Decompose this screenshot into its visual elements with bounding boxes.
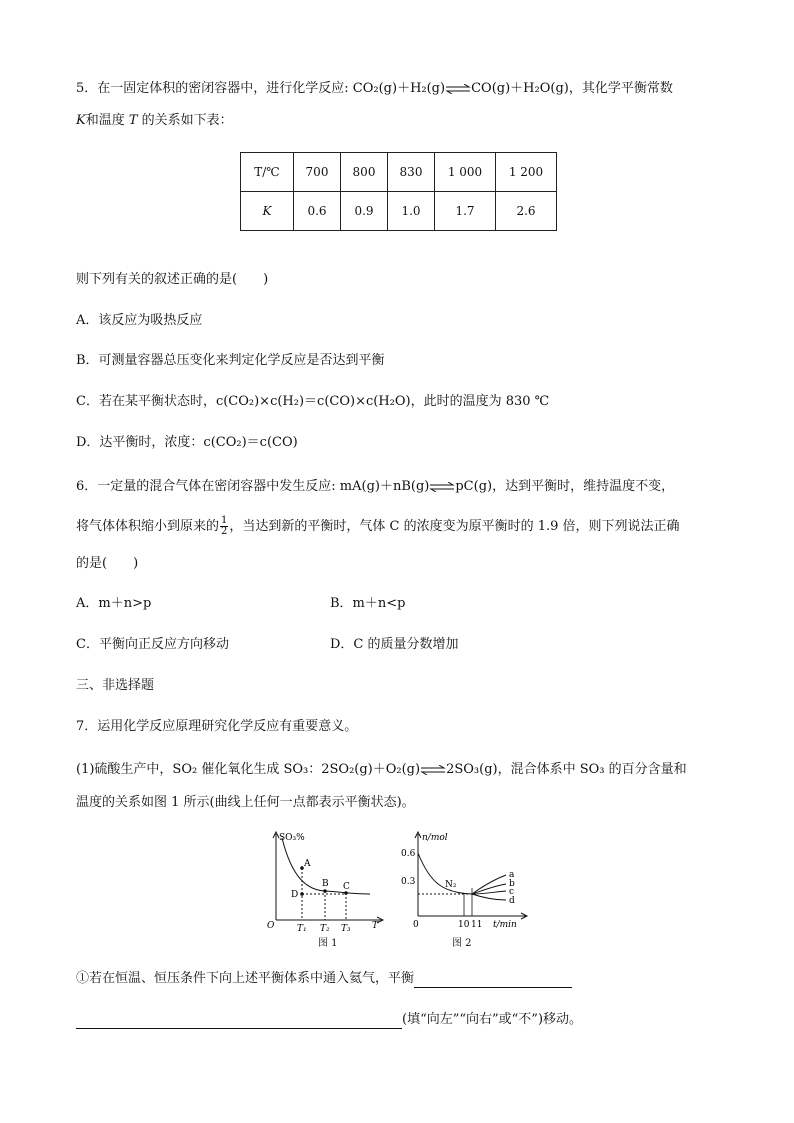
q5-option-c: C．若在某平衡状态时，c(CO₂)×c(H₂)＝c(CO)×c(H₂O)，此时的温度为 830 ℃	[76, 394, 550, 409]
q5-products: CO(g)＋H₂O(g)，其化学平衡常数	[471, 81, 673, 96]
figure-2-caption: 图 2	[452, 938, 472, 949]
equilibrium-arrow-icon	[445, 84, 471, 94]
q5-stem-end: 的关系如下表：	[137, 113, 233, 128]
table-header-k: K	[241, 192, 294, 231]
answer-blank[interactable]	[414, 973, 572, 988]
q6-products: pC(g)，达到平衡时，维持温度不变，	[455, 479, 675, 494]
table-row-k	[241, 192, 557, 231]
q6-option-a: A．m＋n>p	[76, 596, 152, 611]
q7-sub1-line2	[76, 1011, 582, 1029]
label-a: A	[304, 859, 311, 869]
fig2-xtick-11: 11	[471, 920, 483, 930]
q7-sub1-text: ①若在恒温、恒压条件下向上述平衡体系中通入氦气，平衡	[76, 971, 415, 986]
equilibrium-arrow-icon	[420, 765, 446, 775]
table-cell: 1 200	[496, 153, 557, 192]
equilibrium-arrow-icon	[429, 482, 455, 492]
table-cell: 0.6	[294, 192, 341, 231]
tick-t3: T₃	[341, 924, 351, 933]
figure-1-graph	[262, 828, 387, 933]
q6-reactants: 6．一定量的混合气体在密闭容器中发生反应: mA(g)＋nB(g)	[76, 479, 430, 494]
table-row-temperature	[241, 153, 557, 192]
q5-k-symbol: K	[76, 113, 86, 128]
fraction-one-half	[220, 516, 228, 537]
q7-p1-line1	[76, 761, 687, 779]
section-title: 三、非选择题	[76, 678, 155, 693]
k-temperature-table	[240, 152, 557, 231]
q7-sub1-line1	[76, 970, 572, 988]
q6-option-d: D．C 的质量分数增加	[330, 637, 459, 652]
fig1-origin: O	[267, 921, 275, 931]
q5-stem-line2	[76, 112, 233, 130]
q6-option-b: B．m＋n<p	[330, 596, 406, 611]
table-cell: 830	[388, 153, 435, 192]
q7-sub1-hint: (填“向左”“向右”或“不”)移动。	[402, 1012, 583, 1027]
q7-reactants: (1)硫酸生产中，SO₂ 催化氧化生成 SO₃：2SO₂(g)＋O₂(g)	[76, 762, 421, 777]
q5-stem-line1	[76, 80, 673, 98]
fig2-ylabel: n/mol	[422, 833, 448, 843]
table-cell: 800	[341, 153, 388, 192]
q5-option-d: D．达平衡时，浓度：c(CO₂)＝c(CO)	[76, 435, 298, 450]
fraction-denominator: 2	[221, 526, 228, 537]
q7-p1-line2: 温度的关系如图 1 所示(曲线上任何一点都表示平衡状态)。	[76, 795, 415, 810]
branch-label-b: b	[509, 879, 515, 889]
q5-reactants: 5．在一固定体积的密闭容器中，进行化学反应: CO₂(g)＋H₂(g)	[76, 81, 446, 96]
fig1-xlabel: T	[372, 921, 379, 931]
table-cell: 700	[294, 153, 341, 192]
branch-label-a: a	[509, 870, 515, 880]
answer-blank[interactable]	[76, 1014, 402, 1029]
table-cell: 1.7	[435, 192, 496, 231]
point-b	[323, 889, 327, 893]
q5-question: 则下列有关的叙述正确的是( )	[76, 272, 269, 287]
q5-t-symbol: T	[128, 113, 138, 128]
fig2-curve-label: N₂	[445, 880, 457, 890]
tick-t1: T₁	[297, 924, 307, 933]
branch-label-d: d	[509, 896, 515, 906]
q7-stem: 7．运用化学反应原理研究化学反应有重要意义。	[76, 719, 358, 734]
fig2-xlabel: t/min	[493, 920, 517, 930]
q6-option-c: C．平衡向正反应方向移动	[76, 637, 229, 652]
q6-line2	[76, 516, 680, 537]
table-cell: 0.9	[341, 192, 388, 231]
table-cell: 1.0	[388, 192, 435, 231]
fig2-ytick-06: 0.6	[401, 849, 416, 859]
point-d	[300, 892, 304, 896]
q5-option-b: B．可测量容器总压变化来判定化学反应是否达到平衡	[76, 353, 385, 368]
q5-option-a: A．该反应为吸热反应	[76, 313, 203, 328]
fig2-xtick-10: 10	[458, 920, 470, 930]
label-d: D	[291, 890, 299, 900]
table-cell: 1 000	[435, 153, 496, 192]
fig2-ytick-03: 0.3	[401, 877, 416, 887]
label-c: C	[343, 882, 350, 892]
fig1-ylabel: SO₃%	[279, 833, 305, 843]
figure-2-graph	[398, 828, 533, 933]
fraction-numerator: 1	[221, 515, 228, 526]
figure-1-caption: 图 1	[318, 938, 338, 949]
branch-label-c: c	[509, 887, 515, 897]
branch-d	[472, 894, 506, 900]
fig2-xtick-0: 0	[413, 920, 419, 930]
table-cell: 2.6	[496, 192, 557, 231]
table-header-temperature: T/℃	[241, 153, 294, 192]
q5-stem-mid: 和温度	[85, 113, 129, 128]
q6-line1	[76, 478, 674, 496]
tick-t2: T₂	[320, 924, 330, 933]
q6-line2-end: ，当达到新的平衡时，气体 C 的浓度变为原平衡时的 1.9 倍，则下列说法正确	[229, 519, 680, 534]
q6-line2-start: 将气体体积缩小到原来的	[76, 519, 220, 534]
q7-products: 2SO₃(g)，混合体系中 SO₃ 的百分含量和	[446, 762, 687, 777]
label-b: B	[322, 879, 329, 889]
q6-line3: 的是( )	[76, 556, 139, 571]
